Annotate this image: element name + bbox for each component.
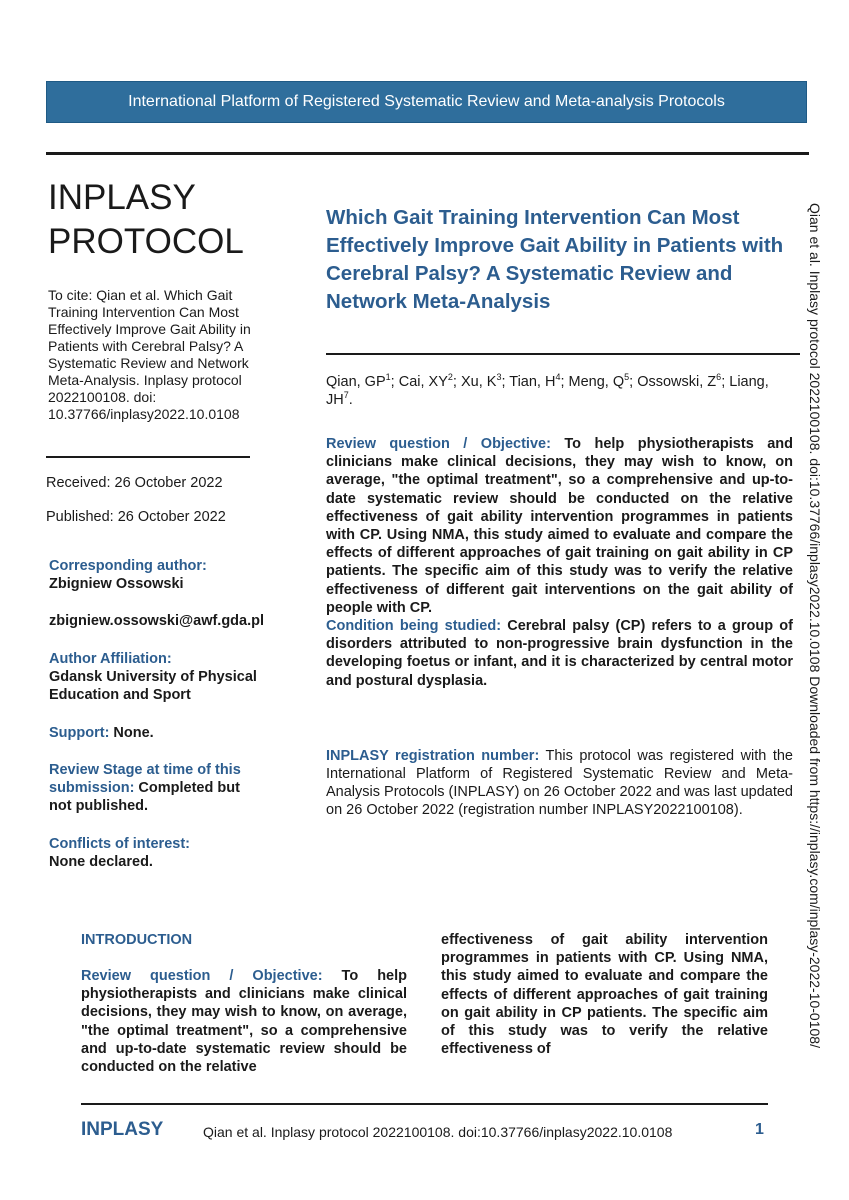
author-affiliation-index: 2 [447,372,453,383]
registration-paragraph [326,747,793,819]
author-affiliation-index: 1 [385,372,391,383]
review-stage [49,761,264,815]
page-number: 1 [755,1121,764,1138]
title-divider [326,353,800,355]
support-info [49,724,289,742]
affiliation-label: Author Affiliation: [49,651,172,667]
corresponding-author-name: Zbigniew Ossowski [49,576,184,592]
author-name: Xu, K [460,374,497,390]
intro-left-text: To help physiotherapists and clinicians make clinical decisions, they may wish to know, on average, "the optimal treatment", so a comprehensive and up-to-date systematic review should be conducted on the relative [81,968,407,1076]
protocol-brand-title [48,176,244,264]
support-label: Support: [49,725,110,741]
objective-label: Review question / Objective: [326,436,551,452]
author-name: Tian, H [509,374,556,390]
support-value: None. [109,725,154,741]
banner-text: International Platform of Registered Systematic Review and Meta-analysis Protocols [128,93,725,110]
corresponding-author [49,557,289,593]
platform-banner [46,81,807,123]
author-name: Liang, JH [326,374,769,408]
condition-paragraph [326,617,793,690]
conflicts-label: Conflicts of interest: [49,836,190,852]
conflicts-value: None declared. [49,854,153,870]
author-name: Cai, XY [398,374,448,390]
objective-paragraph [326,435,793,617]
author-name: Meng, Q [568,374,625,390]
author-affiliation-index: 6 [716,372,722,383]
condition-label: Condition being studied: [326,618,502,635]
condition-text: Cerebral palsy (CP) refers to a group of disorders attributed to non-progressive brain dysfunction in the developing foetus or infant, and it is characterized by central motor and postural dysplasia. [326,618,793,689]
author-name: Ossowski, Z [637,374,717,390]
author-list: Qian, $GP^1$; Cai, $XY^2$; Xu, $K^3$; Tian, $H^4$; Meng, $Q^5$; Ossowski, $Z^6$; Liang, $JH^7$. [326,372,769,408]
author-affiliation-index: 7 [343,390,349,401]
registration-label: INPLASY registration number: [326,748,540,764]
intro-right-column: effectiveness of gait ability intervention programmes in patients with CP. Using NMA, this study aimed to evaluate and compare the effects of different approaches of gait training on gait ability in CP patients. The specific aim of this study was to verify the relative effectiveness of [441,932,768,1058]
footer-divider [81,1103,768,1105]
footer-citation: Qian et al. Inplasy protocol 2022100108. doi:10.37766/inplasy2022.10.0108 [203,1124,673,1140]
introduction-heading: INTRODUCTION [81,932,193,948]
intro-objective-label: Review question / Objective: [81,968,323,984]
published-date: Published: 26 October 2022 [46,509,226,525]
vertical-download-note: Qian et al. Inplasy protocol 2022100108. doi:10.37766/inplasy2022.10.0108 Downloaded from https://inplasy.com/inplasy-2022-10-0108/ [807,203,823,1048]
author-affiliation [49,650,289,704]
author-email[interactable]: zbigniew.ossowski@awf.gda.pl [49,613,265,629]
registration-text: This protocol was registered with the International Platform of Registered Systematic Review and Meta-Analysis Protocols (INPLASY) on 26 October 2022 and was last updated on 26 October 2022 (registration number INPLASY2022100108). [326,748,793,818]
review-stage-value: Completed but not published. [49,780,240,814]
left-divider [46,456,250,458]
conflicts-of-interest [49,835,289,871]
brand-line-2: PROTOCOL [48,222,244,261]
review-stage-label: Review Stage at time of this submission: [49,762,241,796]
objective-text: To help physiotherapists and clinicians make clinical decisions, they may wish to know, on average, "the optimal treatment", so a comprehensive and up-to-date systematic review should be conducted on the relative effectiveness of gait ability intervention programmes in patients with CP. Using NMA, this study aimed to evaluate and compare the effects of different approaches of gait training on gait ability in CP patients. The specific aim of this study was to verify the relative effectiveness of different gait interventions on the gait ability of people with CP. [326,436,793,616]
author-affiliation-index: 3 [496,372,502,383]
author-name: Qian, GP [326,374,386,390]
citation-block: To cite: Qian et al. Which Gait Training Intervention Can Most Effectively Improve Gait Ability in Patients with Cerebral Palsy? A Systematic Review and Network Meta-Analysis. Inplasy protocol 2022100108. doi: 10.37766/inplasy2022.10.0108 [48,287,251,422]
received-date: Received: 26 October 2022 [46,475,223,491]
affiliation-value: Gdansk University of Physical Education and Sport [49,669,257,703]
corresponding-author-label: Corresponding author: [49,558,207,574]
abstract [326,435,793,690]
footer-brand: INPLASY [81,1119,164,1140]
intro-left-column [81,967,407,1076]
author-affiliation-index: 5 [624,372,630,383]
article-title: Which Gait Training Intervention Can Most Effectively Improve Gait Ability in Patients with Cerebral Palsy? A Systematic Review and Network Meta-Analysis [326,206,784,313]
author-affiliation-index: 4 [555,372,561,383]
top-divider [46,152,809,155]
brand-line-1: INPLASY [48,178,196,217]
